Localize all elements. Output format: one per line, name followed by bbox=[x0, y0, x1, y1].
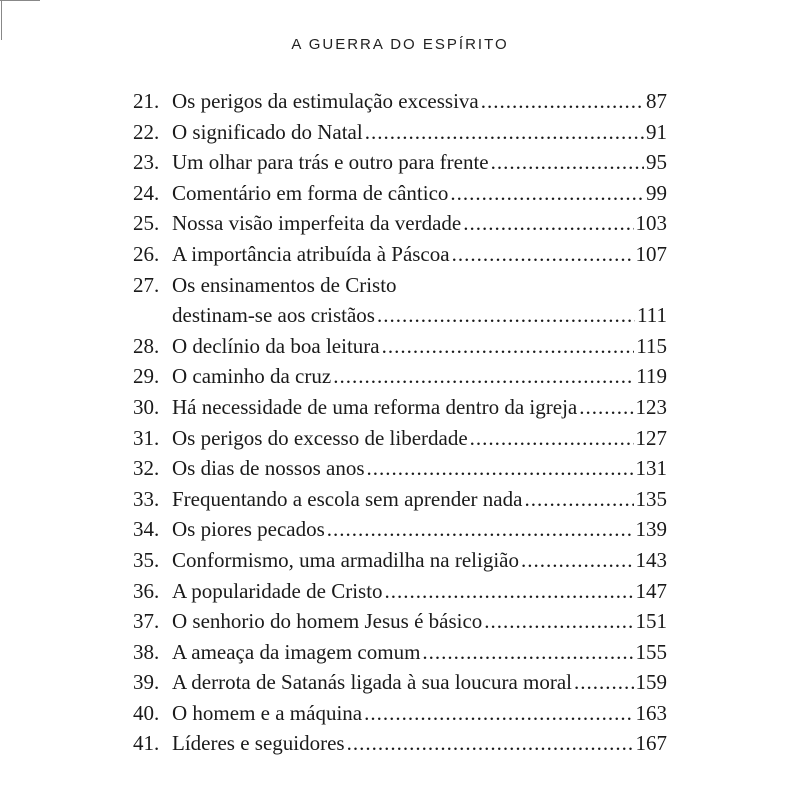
entry-page-number: 167 bbox=[635, 731, 667, 756]
entry-number: 38. bbox=[133, 639, 160, 664]
table-of-contents bbox=[133, 89, 667, 762]
dot-leader bbox=[579, 395, 633, 420]
entry-title: Os perigos do excesso de liberdade bbox=[172, 425, 468, 450]
dot-leader bbox=[574, 670, 633, 695]
entry-title: A popularidade de Cristo bbox=[172, 578, 383, 603]
toc-entry[interactable] bbox=[133, 517, 667, 548]
entry-title: Líderes e seguidores bbox=[172, 731, 345, 756]
toc-entry[interactable] bbox=[133, 242, 667, 273]
entry-title-continued: destinam-se aos cristãos bbox=[172, 303, 375, 328]
dot-leader bbox=[327, 517, 634, 542]
toc-entry[interactable] bbox=[133, 364, 667, 395]
toc-entry-continuation[interactable] bbox=[133, 303, 667, 334]
entry-page-number: 115 bbox=[636, 333, 667, 358]
entry-title: Os dias de nossos anos bbox=[172, 456, 365, 481]
dot-leader bbox=[333, 364, 634, 389]
toc-entry[interactable] bbox=[133, 181, 667, 212]
dot-leader bbox=[347, 731, 634, 756]
entry-page-number: 163 bbox=[635, 700, 667, 725]
entry-title: O declínio da boa leitura bbox=[172, 333, 380, 358]
entry-number: 30. bbox=[133, 394, 160, 419]
entry-title: O caminho da cruz bbox=[172, 364, 332, 389]
entry-title: A ameaça da imagem comum bbox=[172, 639, 421, 664]
entry-number: 26. bbox=[133, 241, 160, 266]
entry-page-number: 139 bbox=[635, 517, 667, 542]
dot-leader bbox=[364, 701, 633, 726]
entry-number: 24. bbox=[133, 180, 160, 205]
entry-number: 25. bbox=[133, 211, 160, 236]
entry-page-number: 127 bbox=[635, 425, 667, 450]
entry-title: Os ensinamentos de Cristo bbox=[172, 272, 397, 297]
entry-number: 21. bbox=[133, 89, 160, 113]
dot-leader bbox=[481, 89, 644, 114]
entry-title: Há necessidade de uma reforma dentro da igreja bbox=[172, 394, 578, 419]
dot-leader bbox=[450, 181, 644, 206]
entry-number: 28. bbox=[133, 333, 160, 358]
toc-entry[interactable] bbox=[133, 273, 667, 304]
entry-page-number: 135 bbox=[635, 486, 667, 511]
entry-number: 33. bbox=[133, 486, 160, 511]
toc-entry[interactable] bbox=[133, 548, 667, 579]
toc-entry[interactable] bbox=[133, 579, 667, 610]
dot-leader bbox=[470, 426, 634, 451]
toc-entry[interactable] bbox=[133, 609, 667, 640]
dot-leader bbox=[452, 242, 634, 267]
entry-number: 22. bbox=[133, 119, 160, 144]
dot-leader bbox=[385, 579, 634, 604]
toc-entry[interactable] bbox=[133, 211, 667, 242]
entry-page-number: 119 bbox=[636, 364, 667, 389]
toc-entry[interactable] bbox=[133, 731, 667, 762]
entry-title: Um olhar para trás e outro para frente bbox=[172, 150, 489, 175]
entry-page-number: 111 bbox=[637, 303, 667, 328]
dot-leader bbox=[367, 456, 634, 481]
entry-number: 31. bbox=[133, 425, 160, 450]
entry-number: 29. bbox=[133, 364, 160, 389]
entry-page-number: 123 bbox=[635, 394, 667, 419]
toc-entry[interactable] bbox=[133, 701, 667, 732]
toc-entry[interactable] bbox=[133, 150, 667, 181]
dot-leader bbox=[422, 640, 633, 665]
entry-page-number: 151 bbox=[635, 609, 667, 634]
dot-leader bbox=[521, 548, 634, 573]
entry-number: 37. bbox=[133, 609, 160, 634]
entry-title: Conformismo, uma armadilha na religião bbox=[172, 547, 519, 572]
entry-page-number: 143 bbox=[635, 547, 667, 572]
entry-page-number: 99 bbox=[646, 180, 667, 205]
dot-leader bbox=[491, 150, 644, 175]
entry-page-number: 147 bbox=[635, 578, 667, 603]
toc-entry[interactable] bbox=[133, 334, 667, 365]
entry-page-number: 95 bbox=[646, 150, 667, 175]
dot-leader bbox=[382, 334, 635, 359]
entry-title: Comentário em forma de cântico bbox=[172, 180, 449, 205]
crop-mark bbox=[1, 0, 2, 40]
toc-entry[interactable] bbox=[133, 487, 667, 518]
entry-number: 27. bbox=[133, 272, 160, 297]
entry-number: 23. bbox=[133, 150, 160, 175]
entry-page-number: 155 bbox=[635, 639, 667, 664]
toc-entry[interactable] bbox=[133, 640, 667, 671]
dot-leader bbox=[484, 609, 633, 634]
entry-title: A importância atribuída à Páscoa bbox=[172, 241, 450, 266]
entry-page-number: 107 bbox=[635, 241, 667, 266]
entry-number: 41. bbox=[133, 731, 160, 756]
entry-page-number: 91 bbox=[646, 119, 667, 144]
toc-entry[interactable] bbox=[133, 89, 667, 120]
toc-entry[interactable] bbox=[133, 426, 667, 457]
toc-entry[interactable] bbox=[133, 456, 667, 487]
toc-entry[interactable] bbox=[133, 670, 667, 701]
entry-number: 32. bbox=[133, 456, 160, 481]
entry-title: A derrota de Satanás ligada à sua loucura moral bbox=[172, 670, 573, 695]
entry-page-number: 87 bbox=[646, 89, 667, 113]
entry-title: Os piores pecados bbox=[172, 517, 325, 542]
entry-page-number: 103 bbox=[635, 211, 667, 236]
entry-title: O significado do Natal bbox=[172, 119, 363, 144]
entry-title: Os perigos da estimulação excessiva bbox=[172, 89, 479, 113]
dot-leader bbox=[365, 120, 644, 145]
toc-entry[interactable] bbox=[133, 395, 667, 426]
entry-title: O senhorio do homem Jesus é básico bbox=[172, 609, 483, 634]
entry-number: 36. bbox=[133, 578, 160, 603]
entry-title: Frequentando a escola sem aprender nada bbox=[172, 486, 523, 511]
entry-number: 40. bbox=[133, 700, 160, 725]
entry-number: 34. bbox=[133, 517, 160, 542]
crop-mark bbox=[0, 0, 40, 1]
entry-page-number: 159 bbox=[635, 670, 667, 695]
running-header: A GUERRA DO ESPÍRITO bbox=[291, 36, 509, 53]
entry-title: O homem e a máquina bbox=[172, 700, 363, 725]
entry-number: 39. bbox=[133, 670, 160, 695]
toc-entry[interactable] bbox=[133, 120, 667, 151]
entry-number: 35. bbox=[133, 547, 160, 572]
dot-leader bbox=[524, 487, 633, 512]
dot-leader bbox=[463, 211, 633, 236]
entry-page-number: 131 bbox=[635, 456, 667, 481]
dot-leader bbox=[377, 303, 635, 328]
entry-title: Nossa visão imperfeita da verdade bbox=[172, 211, 462, 236]
